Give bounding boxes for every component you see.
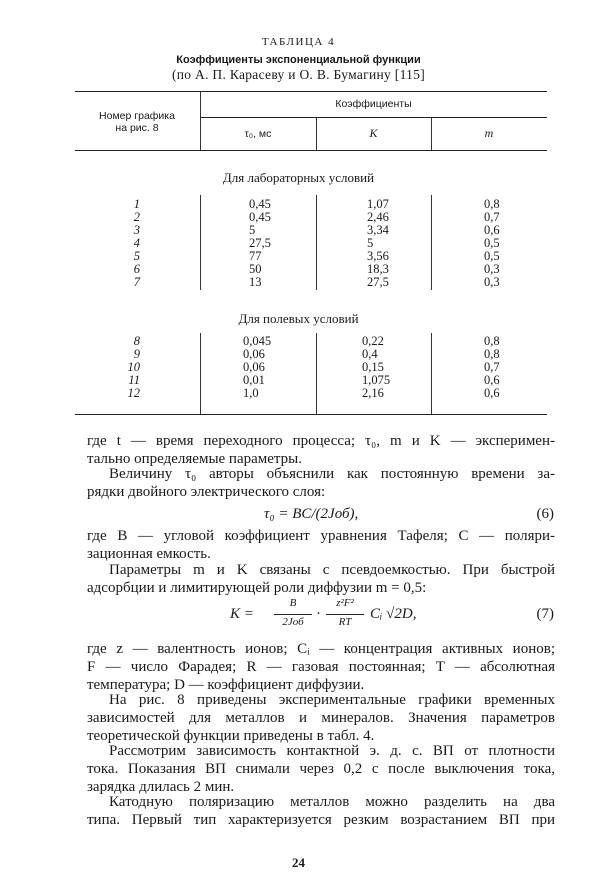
eq7-frac2-bar — [326, 614, 364, 615]
header-tau: τ₀, мс — [244, 128, 272, 140]
cell-k: 1,07 — [367, 197, 389, 211]
paragraph-2 — [87, 465, 555, 501]
page-number: 24 — [292, 855, 305, 870]
text-line: где t — время переходного процесса; τ₀, m и K — эксперимен- — [87, 433, 555, 449]
text-line: теоретической функции приведены в табл. 4. — [87, 728, 375, 744]
table-title: Коэффициенты экспоненциальной функции — [176, 54, 421, 66]
paragraph-3 — [87, 527, 555, 563]
table-divider-body-2a — [316, 195, 317, 290]
cell-k: 0,22 — [362, 334, 384, 348]
row-number: 11 — [128, 373, 140, 387]
text-line: где B — угловой коэффициент уравнения Тафеля; C — поляри- — [87, 528, 555, 544]
header-row-label: Номер графика на рис. 8 — [99, 110, 175, 134]
paragraph-1 — [87, 432, 555, 468]
text-line: зарядка длилась 2 мин. — [87, 779, 235, 795]
cell-tau: 0,06 — [243, 360, 265, 374]
text-line: рядки двойного электрического слоя: — [87, 484, 326, 500]
row-number: 8 — [133, 334, 140, 348]
table-divider-body-3a — [431, 195, 432, 290]
row-number: 12 — [127, 386, 140, 400]
text-line: Величину τ₀ авторы объяснили как постоянную времени за- — [109, 466, 555, 482]
row-number: 3 — [133, 223, 140, 237]
eq7-dot: · — [316, 606, 321, 622]
cell-tau: 1,0 — [243, 386, 259, 400]
table-divider-body-3b — [431, 333, 432, 414]
cell-m: 0,8 — [484, 347, 500, 361]
cell-tau: 0,045 — [243, 334, 272, 348]
cell-tau: 50 — [249, 262, 262, 276]
eq7-rest: Cᵢ √2D, — [370, 606, 417, 622]
table-label: ТАБЛИЦА 4 — [261, 36, 336, 48]
table-source: (по А. П. Карасеву и О. В. Бумагину [115] — [171, 67, 426, 82]
cell-tau: 13 — [249, 275, 262, 289]
paragraph-4 — [87, 561, 555, 597]
cell-k: 2,16 — [362, 386, 384, 400]
cell-tau: 27,5 — [249, 236, 271, 250]
equation-6-number: (6) — [536, 506, 554, 522]
table-top-rule — [75, 91, 547, 92]
text-line: Катодную поляризацию металлов можно разделить на два — [109, 794, 555, 810]
text-line: зационная емкость. — [87, 546, 211, 562]
text-line: Рассмотрим зависимость контактной э. д. с. ВП от плотности — [109, 743, 555, 759]
equation-6: τ₀ = BC/(2Jоб), — [264, 506, 359, 522]
eq7-frac2-num: z²F² — [336, 597, 354, 609]
cell-k: 3,56 — [367, 249, 389, 263]
cell-tau: 0,45 — [249, 210, 271, 224]
paragraph-8 — [87, 793, 555, 829]
row-number: 10 — [127, 360, 140, 374]
table-divider-body-2b — [316, 333, 317, 414]
eq7-lhs: K = — [230, 606, 254, 622]
table-group-rule — [200, 117, 547, 118]
text-line: На рис. 8 приведены экспериментальные графики временных — [109, 692, 555, 708]
table-divider-body-1a — [200, 195, 201, 290]
table-divider-body-1b — [200, 333, 201, 414]
cell-m: 0,7 — [484, 360, 500, 374]
row-number: 9 — [133, 347, 140, 361]
cell-k: 5 — [367, 236, 374, 250]
row-number: 6 — [133, 262, 140, 276]
text-line: тока. Показания ВП снимали через 0,2 с после выключения тока, — [87, 761, 555, 777]
cell-tau: 0,45 — [249, 197, 271, 211]
text-line: зависимостей для металлов и минералов. Значения параметров — [87, 710, 555, 726]
cell-m: 0,3 — [484, 262, 500, 276]
text-line: Параметры m и K связаны с псевдоемкостью. При быстрой — [109, 562, 555, 578]
paragraph-6 — [87, 691, 555, 745]
row-number: 7 — [133, 275, 140, 289]
paragraph-7 — [87, 742, 555, 796]
header-group: Коэффициенты — [335, 98, 412, 110]
cell-k: 0,15 — [362, 360, 384, 374]
row-number: 4 — [133, 236, 140, 250]
cell-k: 0,4 — [362, 347, 378, 361]
cell-m: 0,8 — [484, 334, 500, 348]
eq7-frac1-bar — [274, 614, 312, 615]
header-m: m — [484, 126, 494, 140]
cell-tau: 77 — [249, 249, 262, 263]
section-title-field: Для полевых условий — [238, 311, 359, 326]
eq7-frac1-den: 2Jоб — [282, 616, 304, 628]
cell-k: 2,46 — [367, 210, 389, 224]
row-number: 5 — [133, 249, 140, 263]
paragraph-5 — [87, 640, 555, 694]
eq7-frac1-num: B — [289, 597, 297, 609]
cell-k: 1,075 — [362, 373, 391, 387]
header-k: K — [369, 126, 378, 140]
text-line: F — число Фарадея; R — газовая постоянная; T — абсолютная — [87, 659, 555, 675]
text-line: где z — валентность ионов; Cᵢ — концентрация активных ионов; — [87, 641, 555, 657]
text-line: адсорбции и лимитирующей роли диффузии m = 0,5: — [87, 580, 427, 596]
cell-k: 3,34 — [367, 223, 389, 237]
cell-k: 18,3 — [367, 262, 389, 276]
text-line: тально определяемые параметры. — [87, 451, 302, 467]
section-title-lab: Для лабораторных условий — [222, 170, 375, 185]
text-line: типа. Первый тип характеризуется резким возрастанием ВП при — [87, 812, 555, 828]
cell-m: 0,6 — [484, 386, 500, 400]
equation-7-number: (7) — [536, 606, 554, 622]
cell-m: 0,5 — [484, 236, 500, 250]
table-header-rule — [75, 150, 547, 151]
row-number: 2 — [133, 210, 140, 224]
row-number: 1 — [133, 197, 140, 211]
cell-m: 0,5 — [484, 249, 500, 263]
text-line: температура; D — коэффициент диффузии. — [87, 677, 365, 693]
cell-m: 0,6 — [484, 223, 500, 237]
eq7-frac2-den: RT — [338, 616, 352, 628]
cell-k: 27,5 — [367, 275, 389, 289]
cell-m: 0,3 — [484, 275, 500, 289]
cell-tau: 0,06 — [243, 347, 265, 361]
cell-m: 0,6 — [484, 373, 500, 387]
cell-m: 0,7 — [484, 210, 500, 224]
cell-tau: 5 — [249, 223, 256, 237]
cell-tau: 0,01 — [243, 373, 265, 387]
table-bottom-rule — [75, 414, 547, 415]
cell-m: 0,8 — [484, 197, 500, 211]
